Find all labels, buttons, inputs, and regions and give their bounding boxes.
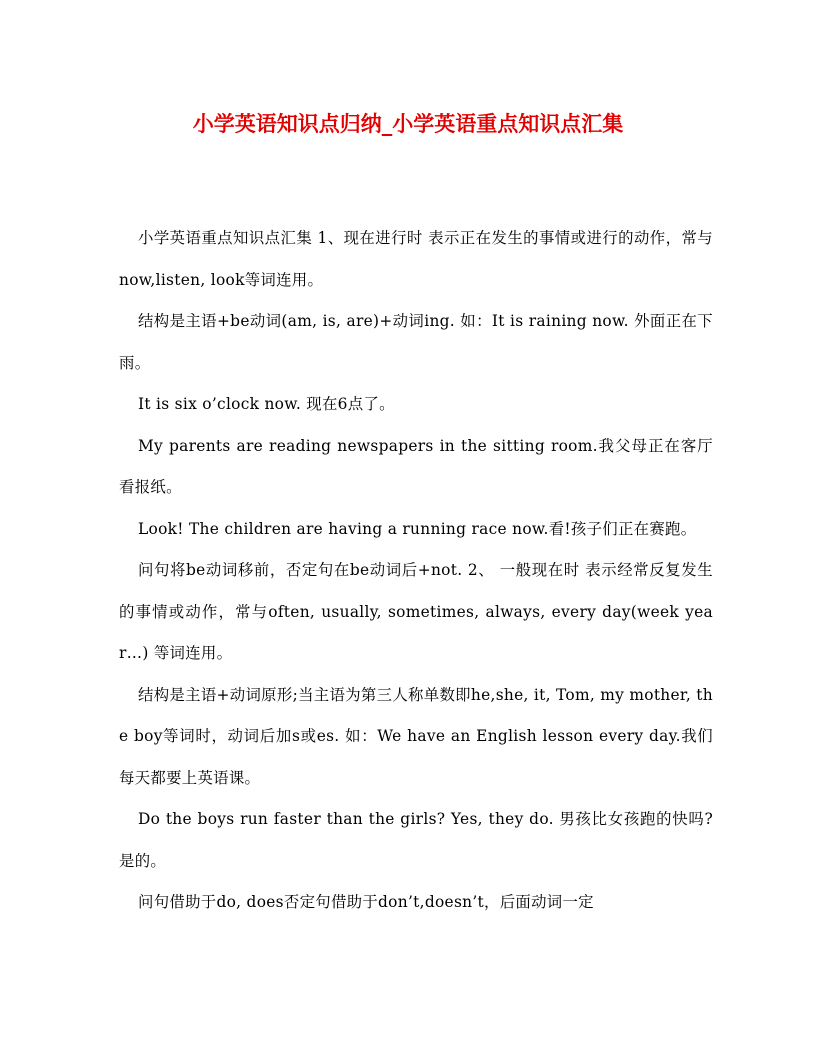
paragraph: 问句将be动词移前，否定句在be动词后+not. 2、 一般现在时 表示经常反复发生的事情或动作，常与often, usually, sometimes, always, every day(week year…) 等词连用。 (119, 561, 713, 662)
paragraph: 结构是主语+be动词(am, is, are)+动词ing. 如：It is raining now. 外面正在下雨。 (119, 312, 713, 372)
paragraph: My parents are reading newspapers in the sitting room.我父母正在客厅看报纸。 (119, 436, 713, 496)
paragraph: 问句借助于do, does否定句借助于don’t,doesn’t，后面动词一定 (138, 893, 594, 911)
paragraph: Look! The children are having a running race now.看!孩子们正在赛跑。 (138, 519, 697, 538)
document-title: 小学英语知识点归纳_小学英语重点知识点汇集 (192, 111, 624, 136)
document-body (119, 218, 713, 924)
paragraph: 结构是主语+动词原形;当主语为第三人称单数即he,she, it, Tom, my mother, the boy等词时，动词后加s或es. 如：We have an English lesson every day.我们每天都要上英语课。 (119, 685, 713, 787)
paragraph: It is six o’clock now. 现在6点了。 (138, 395, 395, 413)
paragraph: 小学英语重点知识点汇集 1、现在进行时 表示正在发生的事情或进行的动作，常与now,listen, look等词连用。 (119, 229, 713, 289)
paragraph: Do the boys run faster than the girls? Yes, they do. 男孩比女孩跑的快吗?是的。 (119, 810, 713, 870)
